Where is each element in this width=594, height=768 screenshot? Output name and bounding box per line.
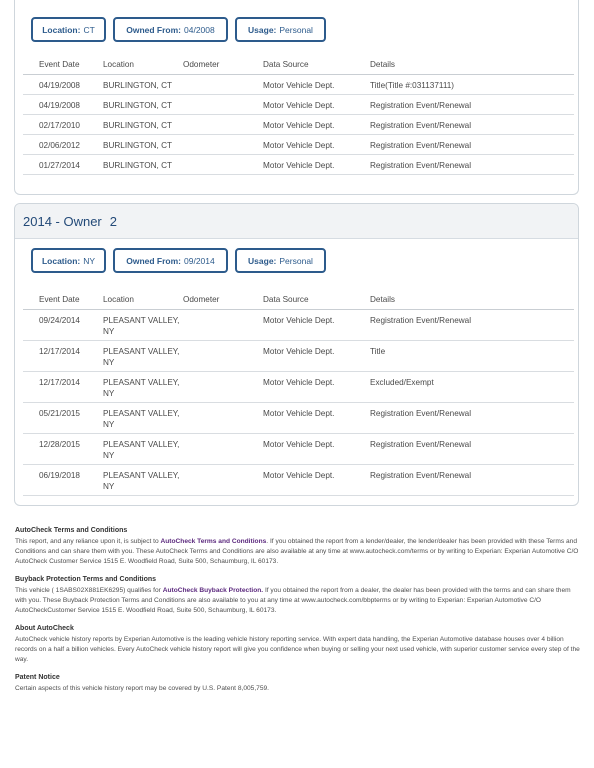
table-header-row (23, 291, 574, 309)
event-location: BURLINGTON, CT (103, 114, 183, 134)
terms-pre: This report, and any reliance upon it, is subject to (15, 538, 161, 545)
usage-pill (235, 248, 326, 273)
buyback-section (15, 575, 581, 616)
col-location: Location (103, 56, 183, 74)
table-row (23, 371, 574, 402)
table-header-row (23, 56, 574, 74)
event-odometer (183, 402, 263, 433)
event-date: 06/19/2018 (23, 464, 103, 495)
buyback-link[interactable]: AutoCheck Buyback Protection. (162, 587, 264, 594)
event-source: Motor Vehicle Dept. (263, 94, 370, 114)
terms-link[interactable]: AutoCheck Terms and Conditions (160, 538, 267, 545)
buyback-post: If you obtained the report from a dealer, the dealer has been provided with the terms and can share them with you. These Buyback Protection Terms and Conditions are also available to you at any time at www.autocheck.com/bbpterms or by writing to Experian: Experian Automotive C/O AutoCheckCustomer Service 1515 E. Woodfield Road, Suite 500, Schaumburg, IL 60173. (15, 587, 571, 614)
event-details: Excluded/Exempt (370, 371, 574, 402)
event-details: Registration Event/Renewal (370, 154, 574, 174)
owned-from-pill (113, 248, 228, 273)
buyback-title: Buyback Protection Terms and Conditions (15, 576, 157, 583)
event-date: 04/19/2008 (23, 74, 103, 94)
event-details: Registration Event/Renewal (370, 309, 574, 340)
event-details: Title(Title #:031137111) (370, 74, 574, 94)
location-label: Location: (42, 24, 81, 35)
event-details: Registration Event/Renewal (370, 433, 574, 464)
patent-text: Certain aspects of this vehicle history report may be covered by U.S. Patent 8,005,759. (15, 685, 269, 692)
table-row (23, 114, 574, 134)
event-location: BURLINGTON, CT (103, 134, 183, 154)
event-date: 01/27/2014 (23, 154, 103, 174)
col-odometer: Odometer (183, 56, 263, 74)
event-odometer (183, 340, 263, 371)
event-source: Motor Vehicle Dept. (263, 464, 370, 495)
event-source: Motor Vehicle Dept. (263, 114, 370, 134)
about-title: About AutoCheck (15, 625, 74, 632)
event-source: Motor Vehicle Dept. (263, 340, 370, 371)
event-location: PLEASANT VALLEY, NY (103, 340, 183, 371)
owner-header-number: 2 (109, 213, 117, 229)
event-date: 12/28/2015 (23, 433, 103, 464)
event-location: PLEASANT VALLEY, NY (103, 371, 183, 402)
location-value: CT (83, 24, 95, 35)
about-text: AutoCheck vehicle history reports by Experian Automotive is the leading vehicle history reporting service. With expert data handling, the Experian Automotive database houses over 4 billion records on a half a billion vehicles. Every AutoCheck vehicle history report will give you confidence when buying or selling your next used vehicle, with superior customer service every step of the way. (15, 636, 580, 663)
col-details: Details (370, 291, 574, 309)
patent-title: Patent Notice (15, 674, 60, 681)
owned-from-value: 09/2014 (184, 255, 215, 266)
event-source: Motor Vehicle Dept. (263, 74, 370, 94)
event-details: Registration Event/Renewal (370, 114, 574, 134)
event-details: Title (370, 340, 574, 371)
event-details: Registration Event/Renewal (370, 94, 574, 114)
col-event-date: Event Date (23, 56, 103, 74)
event-source: Motor Vehicle Dept. (263, 134, 370, 154)
event-location: BURLINGTON, CT (103, 94, 183, 114)
event-location: PLEASANT VALLEY, NY (103, 309, 183, 340)
event-source: Motor Vehicle Dept. (263, 433, 370, 464)
usage-value: Personal (279, 24, 313, 35)
table-row (23, 94, 574, 114)
owned-from-value: 04/2008 (184, 24, 215, 35)
event-date: 12/17/2014 (23, 340, 103, 371)
usage-value: Personal (279, 255, 313, 266)
usage-pill (235, 17, 326, 42)
event-odometer (183, 371, 263, 402)
event-date: 12/17/2014 (23, 371, 103, 402)
location-pill (31, 17, 106, 42)
patent-section (15, 673, 581, 694)
event-date: 02/17/2010 (23, 114, 103, 134)
col-data-source: Data Source (263, 56, 370, 74)
event-date: 09/24/2014 (23, 309, 103, 340)
owner-2-card (14, 203, 579, 506)
event-source: Motor Vehicle Dept. (263, 402, 370, 433)
event-odometer (183, 154, 263, 174)
event-odometer (183, 134, 263, 154)
terms-title: AutoCheck Terms and Conditions (15, 527, 128, 534)
event-source: Motor Vehicle Dept. (263, 154, 370, 174)
event-details: Registration Event/Renewal (370, 402, 574, 433)
table-row (23, 309, 574, 340)
location-value: NY (83, 255, 96, 266)
event-odometer (183, 74, 263, 94)
owner-1-summary (15, 17, 578, 42)
event-location: BURLINGTON, CT (103, 74, 183, 94)
table-row (23, 74, 574, 94)
event-source: Motor Vehicle Dept. (263, 371, 370, 402)
col-event-date: Event Date (23, 291, 103, 309)
legal-notes (15, 526, 581, 702)
owner-2-summary (15, 248, 578, 273)
location-pill (31, 248, 106, 273)
col-odometer: Odometer (183, 291, 263, 309)
col-location: Location (103, 291, 183, 309)
table-row (23, 154, 574, 174)
event-location: PLEASANT VALLEY, NY (103, 433, 183, 464)
table-row (23, 464, 574, 495)
col-details: Details (370, 56, 574, 74)
col-data-source: Data Source (263, 291, 370, 309)
event-details: Registration Event/Renewal (370, 134, 574, 154)
buyback-text (15, 586, 581, 616)
table-row (23, 402, 574, 433)
event-source: Motor Vehicle Dept. (263, 309, 370, 340)
table-row (23, 134, 574, 154)
terms-text (15, 537, 581, 567)
owner-2-events-table (23, 291, 574, 496)
about-section (15, 624, 581, 665)
table-row (23, 340, 574, 371)
event-date: 05/21/2015 (23, 402, 103, 433)
event-odometer (183, 464, 263, 495)
terms-section (15, 526, 581, 567)
event-odometer (183, 94, 263, 114)
terms-post: . If you obtained the report from a lender/dealer, the lender/dealer has been provided with these Terms and Conditions and can share them with you. These AutoCheck Terms and Conditions are also available at any time at www.autocheck.com/terms or by writing to Experian: Experian Automotive C/O AutoCheck Customer Service 1515 E. Woodfield Road, Suite 500, Schaumburg, IL 60173. (15, 538, 579, 565)
owner-1-card (14, 0, 579, 195)
location-label: Location: (41, 255, 81, 266)
usage-label: Usage: (248, 255, 277, 266)
owner-1-events-table (23, 56, 574, 175)
event-location: PLEASANT VALLEY, NY (103, 402, 183, 433)
owned-from-pill (113, 17, 228, 42)
owned-from-label: Owned From: (126, 255, 182, 266)
event-date: 04/19/2008 (23, 94, 103, 114)
table-row (23, 433, 574, 464)
buyback-pre: This vehicle ( 1SABS02X881EK6295) qualifies for (15, 587, 163, 594)
owner-2-header (15, 204, 578, 239)
event-odometer (183, 309, 263, 340)
event-date: 02/06/2012 (23, 134, 103, 154)
owned-from-label: Owned From: (126, 24, 182, 35)
event-location: BURLINGTON, CT (103, 154, 183, 174)
event-details: Registration Event/Renewal (370, 464, 574, 495)
event-odometer (183, 433, 263, 464)
owner-header-title: 2014 - Owner (23, 213, 102, 229)
usage-label: Usage: (248, 24, 277, 35)
event-location: PLEASANT VALLEY, NY (103, 464, 183, 495)
event-odometer (183, 114, 263, 134)
